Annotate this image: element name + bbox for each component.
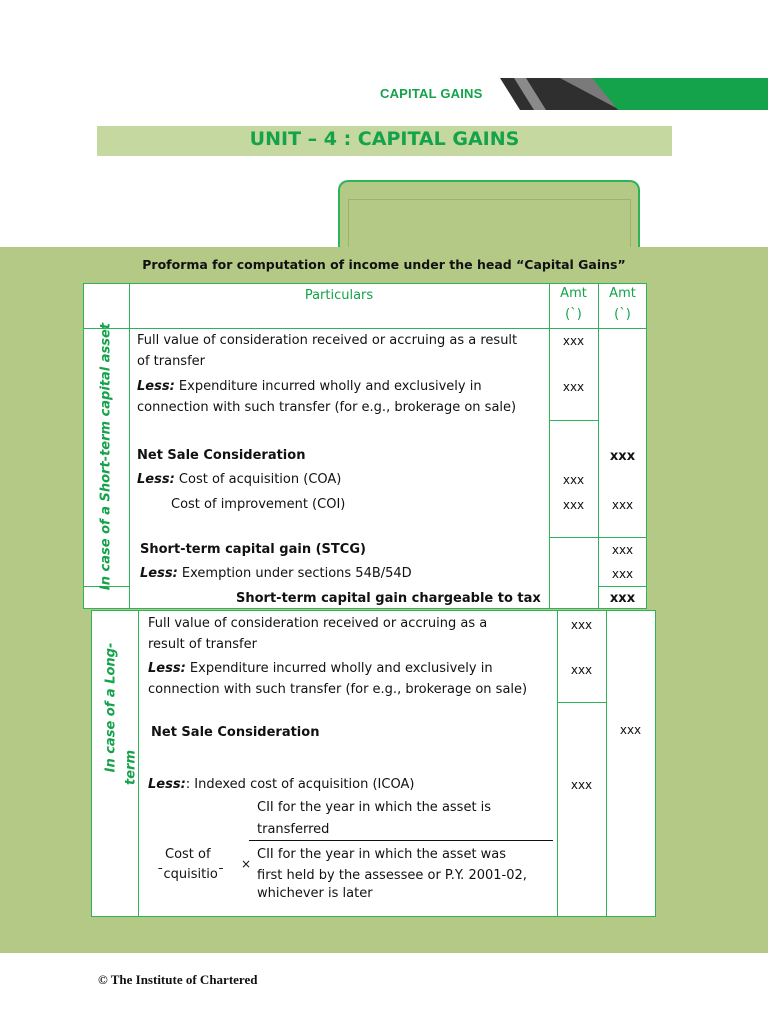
st-amt-coi-2: xxx	[611, 498, 634, 512]
lt-icoa-line	[148, 774, 414, 795]
st-less-label-exemption: Less:	[140, 566, 178, 581]
st-amt-full-value: xxx	[562, 334, 585, 348]
st-full-value-line-2: of transfer	[137, 354, 206, 369]
lt-full-value-line-2: result of transfer	[148, 637, 257, 652]
st-amt-coa: xxx	[562, 473, 585, 487]
lt-cii-numerator-2: transferred	[257, 822, 330, 837]
lt-less-label: Less:	[148, 661, 186, 676]
lt-amt-expenditure: xxx	[570, 663, 593, 677]
lt-amt-net-sale: xxx	[619, 723, 642, 737]
lt-amt-icoa: xxx	[570, 778, 593, 792]
col-header-amt-1: Amt	[560, 286, 587, 301]
st-expenditure-line-1	[137, 376, 482, 397]
st-amt-stcg: xxx	[611, 543, 634, 557]
st-chargeable: Short-term capital gain chargeable to tax	[236, 591, 541, 606]
col-header-particulars: Particulars	[304, 288, 374, 303]
lt-cii-denominator-3: whichever is later	[257, 886, 373, 901]
lt-less-label-icoa: Less:	[148, 777, 186, 792]
section-label: CAPITAL GAINS	[380, 86, 483, 101]
lt-cost-of-2: ¯cquisitio¯	[157, 867, 225, 882]
lt-net-sale: Net Sale Consideration	[151, 725, 320, 740]
lt-cost-of-1: Cost of	[165, 847, 211, 862]
st-coa-line	[137, 469, 341, 490]
lt-cii-denominator-1: CII for the year in which the asset was	[257, 847, 507, 862]
st-exemption-line	[140, 563, 412, 584]
proforma-title: Proforma for computation of income under the head “Capital Gains”	[142, 257, 626, 272]
st-coi-line: Cost of improvement (COI)	[171, 497, 346, 512]
header-stripe-graphic	[500, 78, 768, 110]
st-less-label: Less:	[137, 379, 175, 394]
lt-full-value-line-1: Full value of consideration received or accruing as a	[148, 616, 488, 631]
lt-icoa-text: : Indexed cost of acquisition (ICOA)	[185, 777, 415, 792]
lt-expenditure-text: Expenditure incurred wholly and exclusively in	[185, 661, 493, 676]
st-amt-net-sale: xxx	[609, 449, 636, 464]
st-expenditure-line-2: connection with such transfer (for e.g., brokerage on sale)	[137, 400, 517, 415]
st-expenditure-text: Expenditure incurred wholly and exclusively in	[174, 379, 482, 394]
lt-times-sign: ×	[241, 857, 252, 871]
long-term-side-label-1: In case of a Long-	[103, 642, 119, 773]
st-full-value-line-1: Full value of consideration received or accruing as a result	[137, 333, 518, 348]
long-term-side-label-2: term	[123, 750, 139, 785]
long-term-table	[91, 610, 656, 917]
st-exemption-text: Exemption under sections 54B/54D	[177, 566, 412, 581]
lt-amt-full-value: xxx	[570, 618, 593, 632]
footer-copyright: © The Institute of Chartered	[98, 972, 258, 987]
st-coa-text: Cost of acquisition (COA)	[174, 472, 342, 487]
st-amt-coi-1: xxx	[562, 498, 585, 512]
short-term-table	[83, 283, 647, 609]
lt-cii-numerator-1: CII for the year in which the asset is	[257, 800, 492, 815]
st-net-sale: Net Sale Consideration	[137, 448, 306, 463]
lt-expenditure-line-1	[148, 658, 493, 679]
st-amt-expenditure: xxx	[562, 380, 585, 394]
st-amt-chargeable: xxx	[609, 591, 636, 606]
lt-expenditure-line-2: connection with such transfer (for e.g., brokerage on sale)	[148, 682, 528, 697]
lt-cii-denominator-2: first held by the assessee or P.Y. 2001-02,	[257, 868, 527, 883]
tab-box-inner	[348, 199, 631, 251]
st-less-label-coa: Less:	[137, 472, 175, 487]
unit-title: UNIT – 4 : CAPITAL GAINS	[249, 128, 520, 150]
col-header-amt-2-unit: (`)	[614, 307, 631, 322]
short-term-side-label: In case of a Short-term capital asset	[98, 322, 114, 591]
col-header-amt-1-unit: (`)	[565, 307, 582, 322]
st-amt-exemption: xxx	[611, 567, 634, 581]
col-header-amt-2: Amt	[609, 286, 636, 301]
st-stcg: Short-term capital gain (STCG)	[140, 542, 366, 557]
